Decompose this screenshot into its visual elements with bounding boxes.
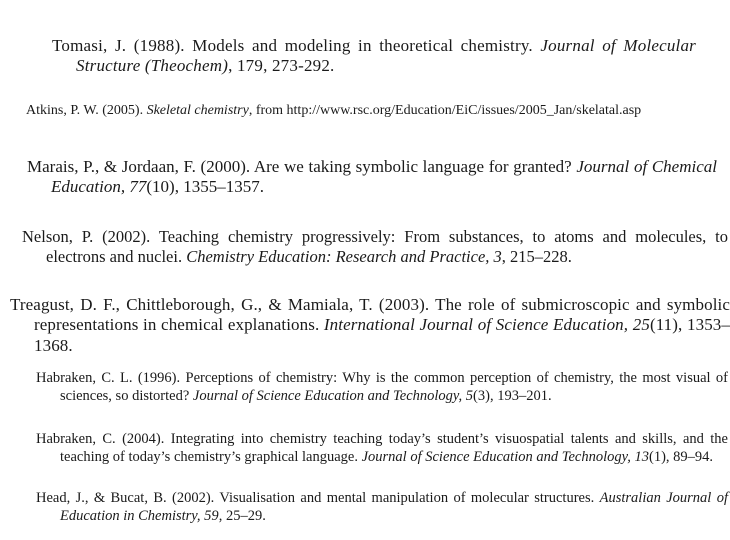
reference-journal: Journal of Molecular Structure (Theochem) (76, 36, 696, 76)
reference-details: (1), 89–94. (649, 448, 714, 465)
reference-journal: Journal of Chemical Education, 77 (51, 157, 717, 197)
reference-journal: Chemistry Education: Research and Practice, 3 (186, 246, 502, 266)
reference-nelson (22, 227, 728, 267)
reference-details: (10), 1355–1357. (146, 177, 264, 197)
reference-details: , 25–29. (218, 507, 266, 524)
reference-journal: Australian Journal of Education in Chemistry, 59 (60, 490, 728, 524)
reference-details: , from http://www.rsc.org/Education/EiC/issues/2005_Jan/skelatal.asp (248, 103, 642, 118)
reference-details: , 179, 273-292. (228, 56, 335, 76)
reference-text: Head, J., & Bucat, B. (2002). Visualisation and mental manipulation of molecular structures. (36, 490, 600, 506)
reference-journal: Journal of Science Education and Technology, 13 (361, 448, 649, 465)
reference-head (36, 490, 728, 525)
reference-text: Atkins, P. W. (2005). (26, 103, 147, 118)
reference-habraken-1996 (36, 370, 728, 405)
reference-tomasi (52, 36, 696, 77)
reference-marais (27, 157, 717, 198)
reference-habraken-2004 (36, 431, 728, 466)
reference-text: Habraken, C. L. (1996). Perceptions of chemistry: Why is the common perception of chemistry, the most visual of sciences, so distorted? (36, 370, 728, 404)
reference-treagust (10, 295, 730, 356)
reference-text: Marais, P., & Jordaan, F. (2000). Are we taking symbolic language for granted? (27, 157, 577, 176)
reference-text: Habraken, C. (2004). Integrating into chemistry teaching today’s student’s visuospatial talents and skills, and the teaching of today’s chemistry’s graphical language. (36, 431, 728, 465)
reference-text: Nelson, P. (2002). Teaching chemistry progressively: From substances, to atoms and molecules, to electrons and nuclei. (22, 227, 728, 266)
reference-journal: International Journal of Science Education, 25 (323, 315, 650, 335)
reference-journal: Journal of Science Education and Technology, 5 (192, 387, 474, 404)
reference-journal: Skeletal chemistry (146, 103, 249, 118)
reference-details: (3), 193–201. (473, 387, 552, 404)
reference-details: (11), 1353–1368. (34, 315, 730, 355)
reference-text: Tomasi, J. (1988). Models and modeling in theoretical chemistry. (52, 36, 541, 55)
reference-text: Treagust, D. F., Chittleborough, G., & Mamiala, T. (2003). The role of submicroscopic and symbolic representations in chemical explanations. (10, 295, 730, 335)
reference-atkins (26, 103, 700, 120)
reference-details: , 215–228. (501, 246, 572, 266)
